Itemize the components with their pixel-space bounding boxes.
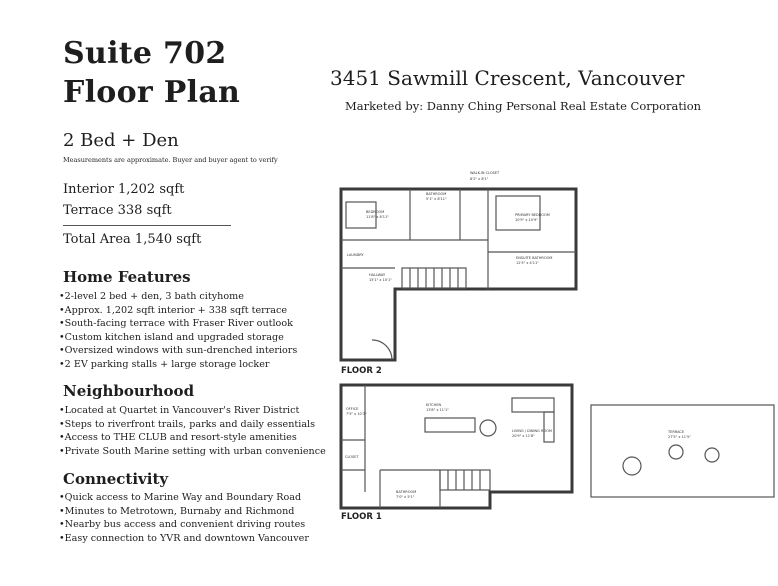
primary-label: PRIMARY BEDROOM	[515, 213, 550, 217]
page-title	[63, 34, 240, 112]
list-item: • Access to THE CLUB and resort-style amenities	[59, 431, 326, 445]
bedroom-label: BEDROOM	[366, 210, 385, 214]
bedroom-dim: 11'8" x 8'11"	[366, 215, 389, 219]
bathroom-top-label: BATHROOM	[426, 192, 447, 196]
bathroom-top-dim: 5'1" x 8'11"	[426, 197, 447, 201]
hallway-label: HALLWAY	[369, 273, 386, 277]
title-line-2: Floor Plan	[63, 75, 241, 110]
ensuite-label: ENSUITE BATHROOM	[516, 256, 553, 260]
list-item: • 2 EV parking stalls + large storage locker	[59, 358, 297, 372]
list-item: • Minutes to Metrotown, Burnaby and Richmond	[59, 505, 309, 519]
floor2-label: FLOOR 2	[341, 366, 382, 376]
list-item: • 2-level 2 bed + den, 3 bath cityhome	[59, 290, 297, 304]
neighbourhood-list	[59, 404, 326, 458]
primary-dim: 10'9" x 10'9"	[515, 218, 538, 222]
list-item: • Easy connection to YVR and downtown Vancouver	[59, 532, 309, 546]
neighbourhood-heading: Neighbourhood	[63, 382, 195, 400]
interior-area: Interior 1,202 sqft	[63, 182, 185, 197]
office-dim: 7'5" x 10'3"	[346, 412, 367, 416]
office-label: OFFICE	[346, 407, 359, 411]
terrace-label: TERRACE	[668, 430, 685, 434]
bed-config: 2 Bed + Den	[63, 130, 179, 151]
kitchen-label: KITCHEN	[426, 403, 442, 407]
hallway-dim: 15'1" x 10'1"	[369, 278, 392, 282]
connectivity-heading: Connectivity	[63, 470, 169, 488]
title-line-1: Suite 702	[63, 36, 227, 71]
disclaimer: Measurements are approximate. Buyer and buyer agent to verify	[63, 156, 278, 164]
total-area: Total Area 1,540 sqft	[63, 232, 202, 247]
list-item: • South-facing terrace with Fraser River outlook	[59, 317, 297, 331]
list-item: • Located at Quartet in Vancouver's River District	[59, 404, 326, 418]
area-divider	[63, 225, 231, 226]
property-address: 3451 Sawmill Crescent, Vancouver	[330, 66, 685, 90]
living-dim: 20'9" x 11'8"	[512, 434, 535, 438]
list-item: • Quick access to Marine Way and Boundary Road	[59, 491, 309, 505]
floor1-label: FLOOR 1	[341, 512, 382, 522]
list-item: • Custom kitchen island and upgraded storage	[59, 331, 297, 345]
walkin-dim: 8'2" x 8'1"	[470, 177, 489, 181]
marketed-by: Marketed by: Danny Ching Personal Real Estate Corporation	[345, 99, 702, 113]
list-item: • Private South Marine setting with urban convenience	[59, 445, 326, 459]
laundry-label: LAUNDRY	[347, 253, 364, 257]
home-features-heading: Home Features	[63, 268, 191, 286]
kitchen-dim: 13'8" x 11'1"	[426, 408, 449, 412]
terrace-dim: 27'5" x 11'5"	[668, 435, 691, 439]
list-item: • Steps to riverfront trails, parks and daily essentials	[59, 418, 326, 432]
bathroom-bottom-label: BATHROOM	[396, 490, 417, 494]
terrace-area: Terrace 338 sqft	[63, 203, 172, 218]
floor-plan-drawing	[330, 165, 778, 525]
closet-label: CLOSET	[345, 455, 359, 459]
connectivity-list	[59, 491, 309, 545]
living-label: LIVING / DINING ROOM	[512, 429, 552, 433]
list-item: • Oversized windows with sun-drenched interiors	[59, 344, 297, 358]
walkin-label: WALK-IN CLOSET	[470, 171, 500, 175]
list-item: • Nearby bus access and convenient driving routes	[59, 518, 309, 532]
home-features-list	[59, 290, 297, 372]
ensuite-dim: 12'5" x 4'11"	[516, 261, 539, 265]
bathroom-bottom-dim: 7'0" x 5'1"	[396, 495, 415, 499]
list-item: • Approx. 1,202 sqft interior + 338 sqft terrace	[59, 304, 297, 318]
